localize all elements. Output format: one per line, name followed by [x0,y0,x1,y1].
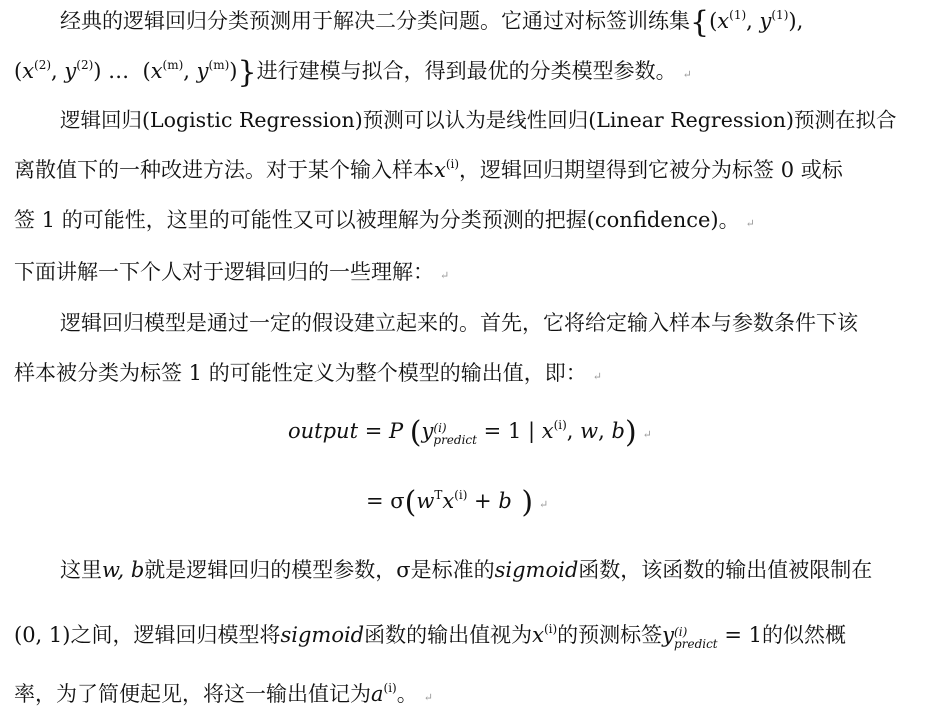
text-segment: 经典的逻辑回归分类预测用于解决二分类问题。它通过对标签训练集 [60,9,690,33]
sub-superscript [433,422,477,446]
superscript: (2) [76,58,94,72]
text-segment: 这里 [60,558,102,582]
math-a: a [371,682,384,706]
paragraph-mark: ↵ [539,498,549,511]
text-segment: 的预测标签 [557,623,663,647]
math-output: output [288,419,359,443]
math-x: x [442,489,455,513]
math-b: b [611,419,625,443]
text-segment: 进行建模与拟合，得到最优的分类模型参数。 [256,59,677,83]
superscript: (i) [433,421,447,435]
math-b: b [498,489,512,513]
paragraph-3-line-1 [14,262,449,283]
text-segment: 离散值下的一种改进方法。对于某个输入样本 [14,158,434,182]
math-y: y [662,623,675,647]
superscript: (1) [729,8,747,22]
math-x: x [150,59,163,83]
math-x: x [532,623,544,647]
paragraph-5-line-1 [60,560,872,581]
superscript: (i) [553,418,567,432]
superscript: (i) [454,488,468,502]
math-w: w [580,419,599,443]
superscript: (m) [162,58,184,72]
math-w-b: w, b [102,558,145,582]
superscript: (i) [674,625,688,639]
math-y: y [759,9,772,33]
superscript: (m) [208,58,230,72]
equation-1: output = P (y (i) predict = 1 | $x^{(i)}$, w, b) ↵ [288,415,652,450]
text-segment: 函数，该函数的输出值被限制在 [578,558,873,582]
text-segment: 签 1 的可能性，这里的可能性又可以被理解为分类预测的把握(confidence)。 [14,208,740,232]
superscript: (i) [543,622,558,636]
math-sigmoid: sigmoid [280,623,365,647]
math-y: y [196,59,209,83]
math-x: x [717,9,730,33]
text-segment: 函数的输出值视为 [364,623,533,647]
paragraph-mark: ↵ [745,217,755,230]
math-sigmoid: sigmoid [494,558,579,582]
paragraph-1-line-2: ($x^{(2)}$, $y^{(2)}$) … ($x^{(m)}$, $y^{(m)}$)}进行建模与拟合，得到最优的分类模型参数。 ↵ [14,55,692,90]
superscript: (1) [771,8,789,22]
paragraph-1-line-1: 经典的逻辑回归分类预测用于解决二分类问题。它通过对标签训练集{($x^{(1)}$, $y^{(1)}$), [60,5,804,40]
paragraph-2-line-1 [60,110,897,131]
sub-superscript [674,626,718,650]
superscript: (i) [445,157,460,171]
text-segment: 。 [396,682,418,706]
math-y: y [64,59,77,83]
math-y: y [421,419,434,443]
ellipsis: … [108,59,130,83]
paragraph-2-line-2 [14,157,843,182]
superscript: (i) [383,681,397,695]
subscript: predict [433,433,477,447]
equals-sigma: = σ [366,489,405,513]
paragraph-mark: ↵ [682,68,692,81]
math-x: x [541,419,554,443]
superscript: T [434,488,443,502]
text-segment: 样本被分类为标签 1 的可能性定义为整个模型的输出值，即： [14,361,587,385]
paragraph-mark: ↵ [423,691,433,704]
paragraph-mark: ↵ [440,269,450,282]
superscript: (2) [34,58,52,72]
equals-one: = 1 [483,419,522,443]
subscript: predict [674,637,718,651]
paragraph-mark: ↵ [592,370,602,383]
math-x: x [434,158,446,182]
text-segment: 逻辑回归模型是通过一定的假设建立起来的。首先，它将给定输入样本与参数条件下该 [60,311,858,335]
text-segment: 逻辑回归(Logistic Regression)预测可以认为是线性回归(Linear Regression)预测在拟合 [60,108,897,132]
paragraph-4-line-1 [60,313,858,334]
equation-2: = $\sigma(w^Tx^{(i)} + b$ ) ↵ [366,485,549,520]
paragraph-5-line-3 [14,681,433,706]
equals-one: = 1 [724,623,762,647]
math-P: P [388,419,404,443]
paragraph-2-line-3 [14,210,755,231]
text-segment: 下面讲解一下个人对于逻辑回归的一些理解： [14,260,434,284]
math-interval: (0, 1) [14,623,71,647]
paragraph-4-line-2 [14,363,602,384]
math-w: w [416,489,435,513]
text-segment: 的似然概 [761,623,846,647]
text-segment: 之间，逻辑回归模型将 [70,623,281,647]
text-segment: 率，为了简便起见，将这一输出值记为 [14,682,371,706]
math-x: x [22,59,35,83]
paragraph-mark: ↵ [642,428,652,441]
paragraph-5-line-2 [14,622,846,651]
text-segment: ，逻辑回归期望得到它被分为标签 0 或标 [459,158,843,182]
text-segment: 就是逻辑回归的模型参数，σ是标准的 [144,558,495,582]
